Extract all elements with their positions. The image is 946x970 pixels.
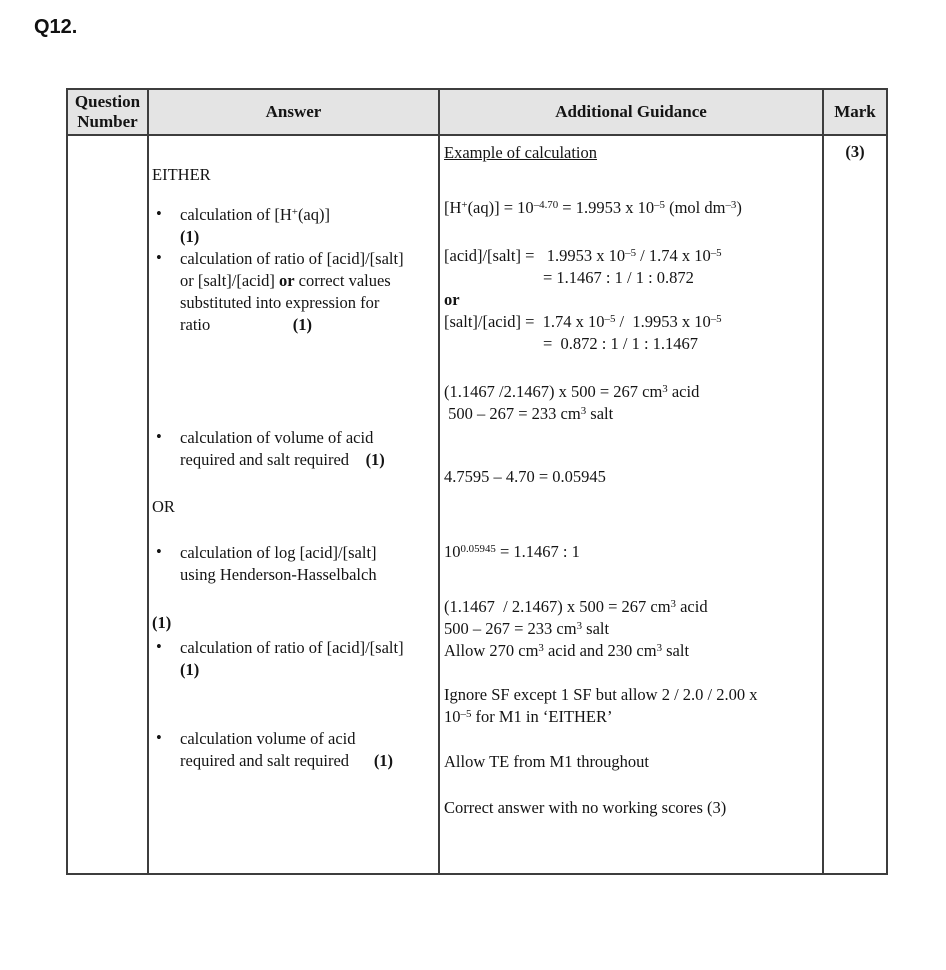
mark-value: (3) <box>845 142 865 161</box>
answer-bullet-m2-either <box>152 248 436 336</box>
header-question-number: Question Number <box>67 89 148 135</box>
answer-bullet-m3-or-text: calculation volume of acid required and salt required (1) <box>180 729 394 770</box>
no-working-note: Correct answer with no working scores (3) <box>444 798 727 817</box>
either-label: EITHER <box>152 165 211 184</box>
answer-bullet-m3-either <box>152 427 436 471</box>
mark-scheme-table <box>66 88 888 875</box>
mark-cell <box>823 135 887 874</box>
volume-calculation-or: (1.1467 / 2.1467) x 500 = 267 $cm^3$ acid 500 – 267 = 233 $cm^3$ salt Allow 270 $cm^3$ acid and 230 $cm^3$ salt <box>444 597 708 660</box>
answer-bullet-m1-text: calculation of [H+(aq)] (1) <box>180 205 330 246</box>
sf-note: Ignore SF except 1 SF but allow 2 / 2.0 / 2.00 x $10^{-5}$ for M1 in ‘EITHER’ <box>444 685 758 726</box>
bullet-glyph: • <box>156 427 162 446</box>
power-ratio: $10^{0.05945} = 1.1467$ : 1 <box>444 542 580 561</box>
header-mark: Mark <box>823 89 887 135</box>
acid-salt-ratio: [acid]/[salt] = 1.9953 x $10^{-5} / 1.74$ x $10^{-5}$ = 1.1467 : 1 / 1 : 0.872 <box>444 246 722 287</box>
question-number-cell <box>67 135 148 874</box>
or-guidance-label: or <box>444 290 460 309</box>
answer-bullet-m1-or-text: calculation of log [acid]/[salt] using Henderson-Hasselbalch <box>180 543 377 584</box>
table-body-row <box>67 135 887 874</box>
header-answer: Answer <box>148 89 439 135</box>
answer-cell <box>148 135 439 874</box>
answer-bullet-m1-or <box>152 542 436 586</box>
answer-bullet-m2-text: calculation of ratio of [acid]/[salt] or [salt]/[acid] or correct values substituted into expression for ratio (1) <box>180 249 404 334</box>
h-plus-calculation: $[H^+(aq)] = 10^{-4.70} = 1.9953$ x $10^{-5}$ (mol $dm^{-3}$) <box>444 198 742 217</box>
answer-bullet-m2-or-text: calculation of ratio of [acid]/[salt] (1) <box>180 638 404 679</box>
example-of-calculation-heading: Example of calculation <box>444 143 598 162</box>
pka-ph-difference: 4.7595 – 4.70 = 0.05945 <box>444 467 606 486</box>
header-additional-guidance: Additional Guidance <box>439 89 823 135</box>
volume-calculation-either: (1.1467 /2.1467) x 500 = 267 $cm^3$ acid 500 – 267 = 233 $cm^3$ salt <box>444 382 700 423</box>
standalone-mark-point: (1) <box>152 613 172 632</box>
guidance-cell <box>439 135 823 874</box>
answer-bullet-m1-either <box>152 204 436 248</box>
salt-acid-ratio: [salt]/[acid] = 1.74 x $10^{-5} / 1.9953$ x $10^{-5}$ = 0.872 : 1 / 1 : 1.1467 <box>444 312 722 353</box>
bullet-glyph: • <box>156 728 162 747</box>
te-note: Allow TE from M1 throughout <box>444 752 650 771</box>
answer-bullet-m3-or <box>152 728 436 772</box>
table-header-row <box>67 89 887 135</box>
answer-bullet-m3-text: calculation of volume of acid required and salt required (1) <box>180 428 385 469</box>
bullet-glyph: • <box>156 637 162 656</box>
answer-bullet-m2-or <box>152 637 436 681</box>
or-label: OR <box>152 497 175 516</box>
bullet-glyph: • <box>156 204 162 223</box>
bullet-glyph: • <box>156 542 162 561</box>
question-label: Q12. <box>34 16 78 38</box>
bullet-glyph: • <box>156 248 162 267</box>
